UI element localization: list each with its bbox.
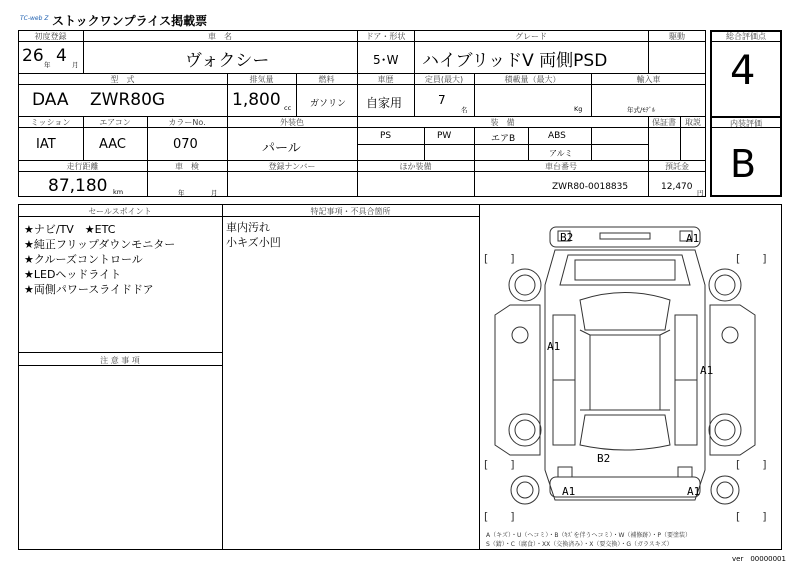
label-price: 預託金 xyxy=(665,162,689,171)
label-import: 輸入車 xyxy=(636,75,661,84)
model-value: ZWR80G xyxy=(90,90,166,110)
label-notes: 特記事項・不具合箇所 xyxy=(310,207,391,216)
month-unit: 月 xyxy=(72,61,79,69)
equip-alumi: アルミ xyxy=(549,149,573,158)
damage-mark: A1 xyxy=(700,364,714,377)
grade-value: ハイブリッドV 両側PSD xyxy=(422,51,608,71)
damage-mark: B2 xyxy=(597,452,611,465)
label-grade: グレード xyxy=(515,32,547,41)
damage-legend-2: S（錆）・C（腐食）・XX（交換済み）・X（要交換）・G（ガラスキズ） xyxy=(486,541,673,548)
overall-score-value: 4 xyxy=(730,48,756,94)
label-other-equipment: ほか装備 xyxy=(399,162,432,171)
capacity-unit: 名 xyxy=(461,106,468,114)
mission-value: IAT xyxy=(36,137,56,152)
aircon-value: AAC xyxy=(99,137,126,152)
mileage-unit: km xyxy=(113,188,124,196)
bracket-bottom-right: [ ] xyxy=(736,510,767,523)
door-value: 5･W xyxy=(373,53,399,67)
damage-mark: A1 xyxy=(562,485,576,498)
label-exterior-color: 外装色 xyxy=(280,118,304,127)
import-note: 年式/ﾓﾃﾞﾙ xyxy=(627,106,656,114)
label-inspection: 車 検 xyxy=(175,162,199,171)
label-cautions: 注 意 事 項 xyxy=(100,356,140,365)
mileage-value: 87,180 xyxy=(48,176,108,196)
load-unit: Kg xyxy=(574,105,583,113)
insp-year-unit: 年 xyxy=(178,189,185,197)
model-prefix-value: DAA xyxy=(32,90,69,110)
damage-mark: A1 xyxy=(686,232,700,245)
bracket-rear-left: [ ] xyxy=(484,458,515,471)
label-color-no: カラーNo. xyxy=(168,118,206,127)
displacement-unit: cc xyxy=(284,104,292,112)
insp-month-unit: 月 xyxy=(211,189,218,197)
list-item: 車内汚れ xyxy=(226,221,270,234)
label-displacement: 排気量 xyxy=(249,75,274,84)
history-value: 自家用 xyxy=(366,96,403,110)
logo: TC-web Z xyxy=(20,15,49,22)
equip-ps: PS xyxy=(380,131,392,141)
list-item: ★LEDヘッドライト xyxy=(24,268,122,281)
label-overall-score: 総合評価点 xyxy=(726,32,766,41)
equip-pw: PW xyxy=(437,131,452,141)
label-sales-points: セールスポイント xyxy=(88,207,152,216)
label-mileage: 走行距離 xyxy=(66,162,99,171)
sales-points-list xyxy=(24,222,175,297)
label-model: 型 式 xyxy=(110,75,135,84)
label-history: 車歴 xyxy=(377,75,394,84)
capacity-value: 7 xyxy=(438,93,446,107)
bracket-front-left: [ ] xyxy=(484,252,515,265)
label-first-reg: 初度登録 xyxy=(34,32,67,41)
notes-list xyxy=(226,220,281,250)
interior-score-value: B xyxy=(730,142,757,186)
car-damage-diagram xyxy=(480,205,780,535)
damage-mark: B2 xyxy=(560,231,574,244)
year-value: 26 xyxy=(22,46,44,66)
version: ver 00000001 xyxy=(732,555,786,563)
chassis-no-value: ZWR80-0018835 xyxy=(552,182,629,192)
price-value: 12,470 xyxy=(661,182,693,192)
label-door-shape: ドア・形状 xyxy=(365,32,406,41)
label-chassis-no: 車台番号 xyxy=(545,162,577,171)
equip-abs: ABS xyxy=(548,131,566,141)
fuel-value: ガソリン xyxy=(310,99,347,109)
label-interior-score: 内装評価 xyxy=(730,119,762,128)
month-value: 4 xyxy=(56,46,67,66)
list-item: 小キズ小凹 xyxy=(226,236,281,249)
car-name-value: ヴォクシー xyxy=(185,51,270,71)
label-warranty: 保証書 xyxy=(652,118,676,127)
label-equipment: 装 備 xyxy=(490,118,515,127)
bracket-front-right: [ ] xyxy=(736,252,767,265)
label-drive: 駆動 xyxy=(669,32,685,41)
list-item: ★両側パワースライドドア xyxy=(24,283,154,296)
label-aircon: エアコン xyxy=(99,118,131,127)
bracket-bottom-left: [ ] xyxy=(484,510,515,523)
displacement-value: 1,800 xyxy=(232,90,281,110)
label-car-name: 車 名 xyxy=(208,32,232,41)
exterior-color-value: パール xyxy=(262,141,301,156)
list-item: ★純正フリップダウンモニター xyxy=(24,238,176,251)
page-title: ストックワンプライス掲載票 xyxy=(52,14,208,28)
label-manual: 取説 xyxy=(685,118,701,127)
list-item: ★クルーズコントロール xyxy=(24,253,143,266)
label-mission: ミッション xyxy=(30,118,71,127)
label-capacity: 定員(最大) xyxy=(424,75,464,84)
bracket-rear-right: [ ] xyxy=(736,458,767,471)
equip-airbag: エアB xyxy=(491,134,516,144)
list-item: ★ナビ/TV ★ETC xyxy=(24,223,116,236)
label-load: 積載量（最大） xyxy=(504,75,561,84)
damage-mark: A1 xyxy=(687,485,701,498)
label-reg-number: 登録ナンバー xyxy=(268,162,316,171)
damage-mark: A1 xyxy=(547,340,561,353)
price-unit: 円 xyxy=(697,189,704,197)
damage-legend-1: A（キズ）・U（ヘコミ）・B（ｷｽﾞを伴うヘコミ）・W（補修跡）・P（要塗装） xyxy=(486,532,692,539)
label-fuel: 燃料 xyxy=(318,75,335,84)
color-no-value: 070 xyxy=(173,137,198,152)
year-unit: 年 xyxy=(44,61,51,69)
